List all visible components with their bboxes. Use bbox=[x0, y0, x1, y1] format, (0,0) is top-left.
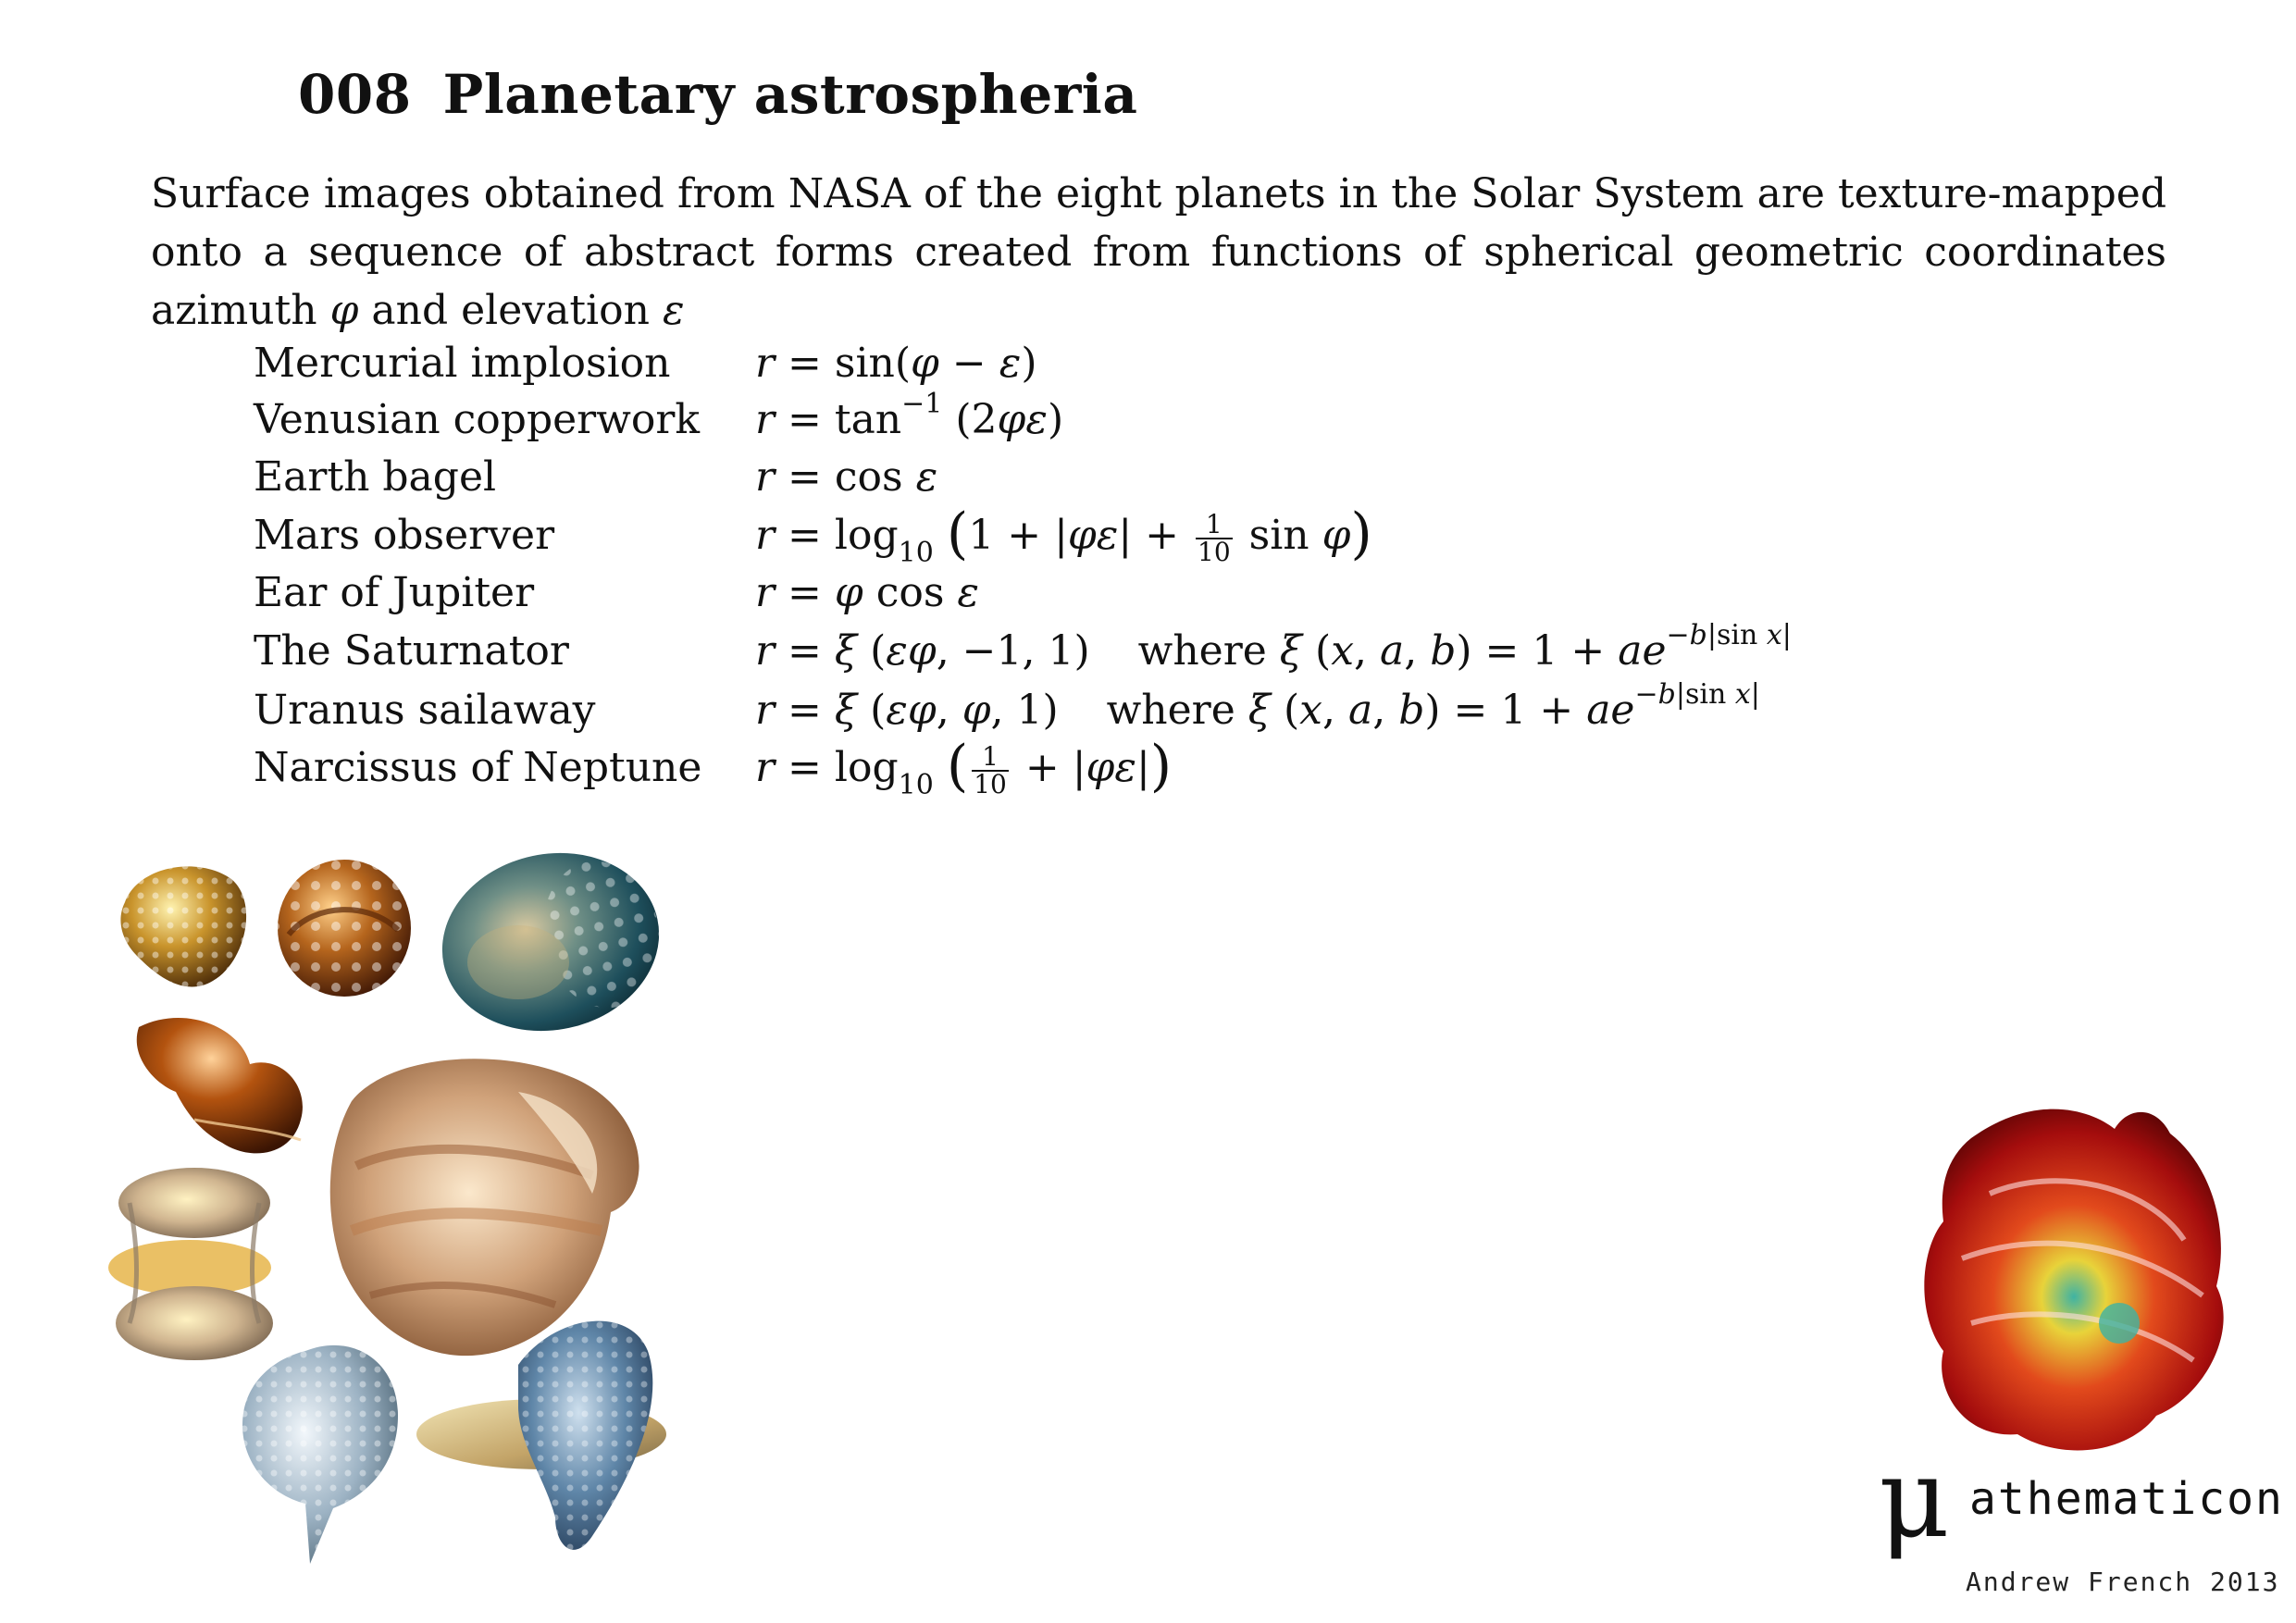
formula-expression: $r = \log_{10}$ ( $\frac{1}{10}$ + |φε|) bbox=[755, 734, 1173, 801]
mars-figure bbox=[137, 1018, 303, 1153]
mathematicon-wordmark: athematicon bbox=[1969, 1473, 2284, 1525]
formula-name: Uranus sailaway bbox=[254, 687, 596, 734]
formula-name: Mercurial implosion bbox=[254, 340, 671, 387]
neptune-figure bbox=[416, 1321, 666, 1550]
where-label: where bbox=[1106, 687, 1235, 734]
section-title: Planetary astrospheria bbox=[442, 63, 1138, 126]
formula-expression: $r = \log_{10} (1 + |\varphi\varepsilon|$ + $\frac{1}{10}$ sin φ) bbox=[755, 502, 1372, 569]
author-credit: Andrew French 2013 bbox=[1966, 1567, 2280, 1597]
formula-name: Earth bagel bbox=[254, 453, 497, 501]
intro-line-1: Surface images obtained from NASA of the eight planets in the Solar System are texture-mapped bbox=[151, 170, 2166, 217]
intro-azimuth-text: azimuth bbox=[151, 287, 317, 334]
section-number: 008 bbox=[298, 63, 412, 126]
formula-expression: r = φ cos ε bbox=[755, 569, 980, 616]
formula-expression: $r = \tan^{-1} (2\varphi\varepsilon)$ bbox=[755, 388, 1064, 443]
saturn-figure bbox=[108, 1168, 273, 1360]
venus-figure bbox=[278, 860, 411, 997]
epsilon-symbol: ε bbox=[662, 287, 685, 334]
formula-name: Ear of Jupiter bbox=[254, 569, 535, 616]
formula-name: Venusian copperwork bbox=[254, 396, 701, 443]
formula-expression: r = sin(φ − ε) bbox=[755, 340, 1037, 387]
earth-figure bbox=[426, 834, 676, 1051]
where-label: where bbox=[1137, 627, 1267, 675]
formula-expression: r = ξ (εφ, φ, 1) where ξ (x, a, $b) = 1 + ae^{-b|sin x|}$ bbox=[755, 678, 1760, 734]
uranus-figure bbox=[242, 1345, 398, 1564]
jupiter-figure bbox=[330, 1059, 639, 1356]
formula-name: Narcissus of Neptune bbox=[254, 744, 702, 791]
intro-line-2: onto a sequence of abstract forms created from functions of spherical geometric coordinates bbox=[151, 229, 2166, 276]
phi-symbol: φ bbox=[329, 287, 359, 334]
formula-expression: r = cos ε bbox=[755, 453, 938, 501]
mathematicon-logo-art bbox=[1924, 1109, 2223, 1451]
mu-logo-glyph: μ bbox=[1879, 1434, 1950, 1562]
intro-elevation-text: and elevation bbox=[371, 287, 650, 334]
mercury-figure bbox=[120, 866, 246, 986]
formula-expression: r = ξ (εφ, −1, 1) where ξ (x, a, $b) = 1 + ae^{-b|sin x|}$ bbox=[755, 619, 1792, 675]
formula-name: Mars observer bbox=[254, 512, 555, 559]
formula-name: The Saturnator bbox=[254, 627, 569, 675]
